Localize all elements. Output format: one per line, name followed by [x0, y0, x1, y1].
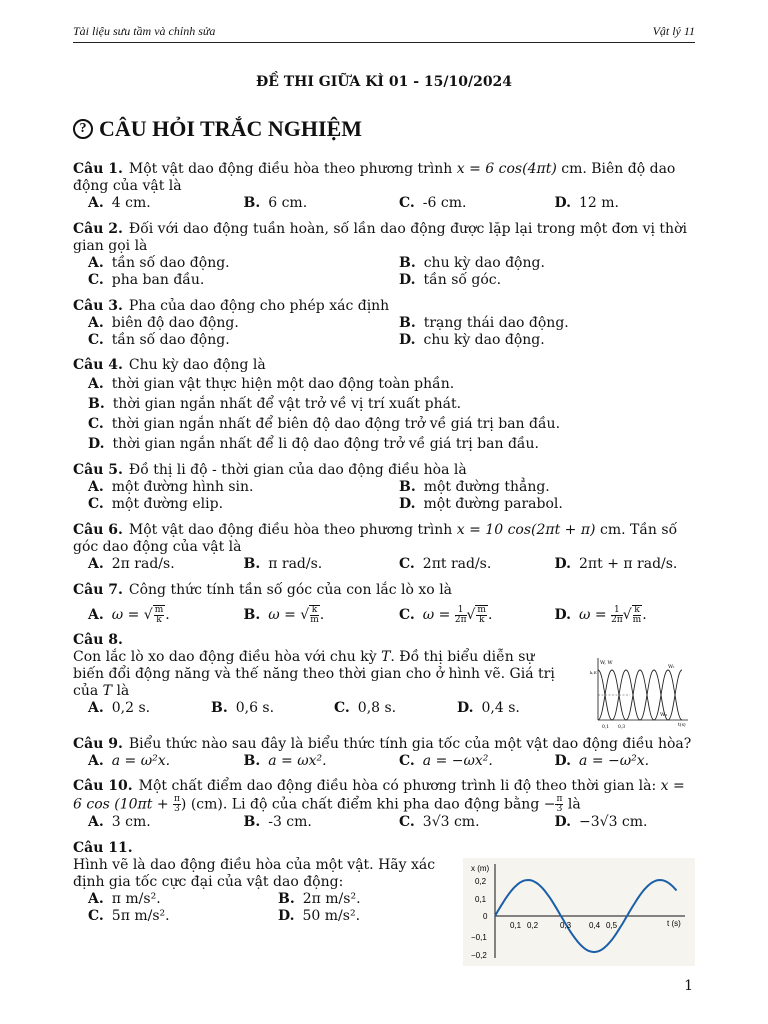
page-header [73, 24, 695, 43]
question-6 [73, 522, 695, 573]
option-b[interactable]: B. 6 cm. [243, 195, 308, 211]
option-a[interactable]: A. một đường hình sin. [88, 479, 254, 495]
question-stem [73, 582, 695, 599]
option-d[interactable]: D. 2πt + π rad/s. [554, 556, 678, 572]
x-tick: 0,3 [560, 921, 572, 930]
y-tick: 0 [483, 912, 488, 921]
question-stem [73, 221, 695, 255]
option-a[interactable]: A. 4 cm. [88, 195, 151, 211]
option-b[interactable]: B. một đường thẳng. [399, 479, 550, 495]
options [73, 255, 695, 272]
header-right: Vật lý 11 [652, 24, 695, 38]
series-label: W₀ [660, 712, 668, 718]
x-tick: 0,2 [527, 921, 539, 930]
y-tick: −0,2 [471, 951, 487, 960]
y-tick: −0,1 [471, 933, 487, 942]
question-stem: Câu 10. Một chất điểm dao động điều hòa có phương trình li độ theo thời gian là: x = 6 cos (10πt + $\frac{\pi}{3}$ ) (cm). Li độ của chất điểm khi pha dao động bằng − $\frac{\pi}{3}$ là [73, 778, 685, 814]
energy-time-graph [590, 654, 692, 730]
option-b[interactable]: B. π rad/s. [243, 556, 323, 572]
axis-label: t(s) [678, 723, 686, 728]
option-b[interactable]: B. 2π m/s². [278, 891, 361, 907]
option-b[interactable]: B. trạng thái dao động. [399, 315, 569, 331]
question-8 [73, 632, 565, 717]
option-d[interactable]: D. thời gian ngắn nhất để li độ dao động trở về giá trị ban đầu. [88, 436, 539, 452]
question-number: Câu 6. [73, 522, 123, 538]
option-c[interactable]: C. -6 cm. [399, 195, 467, 211]
question-text: Hình vẽ là dao động điều hòa của một vật. Hãy xác định gia tốc cực đại của vật dao động: [73, 857, 436, 890]
option-d[interactable]: D. a = −ω²x. [554, 753, 650, 769]
option-c[interactable]: C. pha ban đầu. [88, 272, 205, 288]
option-d[interactable]: D. 0,4 s. [457, 700, 520, 716]
question-number: Câu 8. [73, 632, 123, 648]
question-stem [73, 357, 695, 374]
kinetic-energy-curve [598, 670, 682, 720]
option-c[interactable]: C. 3√3 cm. [399, 814, 480, 830]
question-text: Chu kỳ dao động là [128, 357, 266, 373]
question-text: là [563, 796, 581, 813]
question-number: Câu 11. [73, 840, 133, 856]
options [73, 272, 695, 289]
y-tick: 0,2 [475, 877, 487, 886]
question-text: Con lắc lò xo dao động điều hòa với chu kỳ [73, 649, 382, 665]
question-stem [73, 161, 695, 195]
equation: x = 10 cos(2πt + π) [456, 522, 596, 538]
axis-label: W, W [600, 660, 613, 666]
question-text: Một chất điểm dao động điều hòa có phương trình li độ theo thời gian là: [138, 778, 661, 794]
options [73, 753, 695, 770]
options [73, 414, 695, 434]
option-a[interactable]: A. biên độ dao động. [88, 315, 239, 331]
question-number: Câu 4. [73, 357, 123, 373]
y-axis-label: x (m) [471, 864, 490, 873]
options [73, 195, 695, 212]
question-text: là [112, 683, 130, 699]
question-5 [73, 462, 695, 513]
option-a[interactable]: A. π m/s². [88, 891, 161, 907]
option-d[interactable]: D. −3√3 cm. [554, 814, 648, 830]
options [73, 556, 695, 573]
equation: x = 6 cos(4πt) [456, 161, 557, 177]
question-3 [73, 298, 695, 349]
option-a[interactable]: A. 2π rad/s. [88, 556, 175, 572]
question-1 [73, 161, 695, 212]
options [73, 332, 695, 349]
options [73, 374, 695, 394]
question-text: cm. Tần số góc dao động của vật là [73, 522, 678, 555]
option-b[interactable]: B. a = ωx². [243, 753, 327, 769]
potential-energy-curve [598, 670, 682, 720]
question-mark-icon: ? [73, 119, 93, 139]
tick-label: 0,1 [602, 725, 610, 730]
question-7 [73, 582, 695, 627]
fraction: $\frac{1}{2\pi}$ [454, 604, 467, 625]
option-c[interactable]: C. tần số dao động. [88, 332, 230, 348]
page-number: 1 [684, 978, 693, 994]
question-11 [73, 840, 453, 925]
option-c[interactable]: C. 2πt rad/s. [399, 556, 492, 572]
option-c[interactable]: C. 0,8 s. [334, 700, 397, 716]
option-a[interactable]: A. thời gian vật thực hiện một dao động toàn phần. [88, 376, 455, 392]
options [73, 434, 695, 454]
option-d[interactable]: D. một đường parabol. [399, 496, 563, 512]
question-stem [73, 462, 695, 479]
option-d[interactable]: D. tần số góc. [399, 272, 502, 288]
exam-title: ĐỀ THI GIỮA KÌ 01 - 15/10/2024 [255, 74, 513, 90]
question-number: Câu 10. [73, 778, 133, 794]
question-text: cm. Biên độ dao động của vật là [73, 161, 676, 194]
option-d[interactable]: D. 50 m/s². [278, 908, 361, 924]
question-10 [73, 778, 695, 831]
options [73, 603, 695, 627]
question-9 [73, 736, 695, 770]
option-d[interactable]: D. ω = $\frac{1}{2\pi}$ √ $\frac{k}{m}$ . [554, 604, 647, 625]
option-a[interactable]: A. tần số dao động. [88, 255, 230, 271]
x-tick: 0,1 [510, 921, 522, 930]
question-4 [73, 357, 695, 454]
question-text: . Đồ thị biểu diễn sự biến đổi động năng và thế năng theo thời gian cho ở hình vẽ. Giá trị của [73, 649, 555, 699]
option-c[interactable]: C. thời gian ngắn nhất để biên độ dao động trở về giá trị ban đầu. [88, 416, 561, 432]
question-text: Một vật dao động điều hòa theo phương trình [128, 522, 457, 538]
option-c[interactable]: C. a = −ωx². [399, 753, 493, 769]
fraction: $\frac{k}{m}$ [632, 605, 642, 625]
options [73, 891, 453, 908]
options [73, 908, 453, 925]
option-a[interactable]: A. 0,2 s. [88, 700, 151, 716]
x-axis-label: t (s) [667, 919, 681, 928]
question-stem [73, 298, 695, 315]
options [73, 394, 695, 414]
question-2 [73, 221, 695, 289]
question-number: Câu 7. [73, 582, 123, 598]
fraction: $\frac{m}{k}$ [477, 605, 486, 625]
x-tick: 0,5 [606, 921, 618, 930]
question-stem [73, 736, 695, 753]
options [73, 814, 695, 831]
question-number: Câu 9. [73, 736, 123, 752]
option-c[interactable]: C. 5π m/s². [88, 908, 170, 924]
displacement-time-graph [463, 858, 695, 966]
fraction: $\frac{1}{2\pi}$ [611, 604, 623, 625]
option-d[interactable]: D. chu kỳ dao động. [399, 332, 545, 348]
question-stem: Con lắc lò xo dao động điều hòa với chu kỳ T. Đồ thị biểu diễn sự biến đổi động năng và thế năng theo thời gian cho ở hình vẽ. Giá trị của T là [73, 649, 555, 699]
option-d[interactable]: D. 12 m. [554, 195, 620, 211]
question-text: Công thức tính tần số góc của con lắc lò xo là [128, 582, 453, 598]
question-number: Câu 5. [73, 462, 123, 478]
section-heading [73, 116, 362, 142]
header-left: Tài liệu sưu tầm và chỉnh sửa [73, 24, 216, 38]
option-a[interactable]: A. ω = √ $\frac{m}{k}$ . [88, 605, 170, 625]
option-c[interactable]: C. ω = $\frac{1}{2\pi}$ √ $\frac{m}{k}$ . [399, 604, 493, 625]
question-number: Câu 3. [73, 298, 123, 314]
option-b[interactable]: B. -3 cm. [243, 814, 312, 830]
question-text: Đồ thị li độ - thời gian của dao động điều hòa là [128, 462, 467, 478]
y-tick: 0,1 [475, 895, 487, 904]
option-b[interactable]: B. thời gian ngắn nhất để vật trở về vị trí xuất phát. [88, 396, 462, 412]
question-text: Biểu thức nào sau đây là biểu thức tính gia tốc của một vật dao động điều hòa? [128, 736, 692, 752]
section-title: CÂU HỎI TRẮC NGHIỆM [99, 116, 363, 141]
question-number: Câu 1. [73, 161, 123, 177]
tick-label: k,E [590, 670, 597, 675]
fraction: $\frac{m}{k}$ [154, 605, 164, 625]
question-text: Một vật dao động điều hòa theo phương trình [128, 161, 457, 177]
x-tick: 0,4 [589, 921, 601, 930]
options [73, 479, 695, 496]
option-b[interactable]: B. 0,6 s. [211, 700, 275, 716]
question-text: ) (cm). Li độ của chất điểm khi pha dao động bằng [180, 796, 544, 813]
option-b[interactable]: B. chu kỳ dao động. [399, 255, 545, 271]
option-b[interactable]: B. ω = √ $\frac{k}{m}$ . [243, 605, 325, 625]
options [73, 496, 695, 513]
question-text: Pha của dao động cho phép xác định [128, 298, 390, 314]
option-c[interactable]: C. một đường elip. [88, 496, 224, 512]
fraction: $\frac{k}{m}$ [310, 605, 319, 625]
options [73, 700, 565, 717]
question-text: Đối với dao động tuần hoàn, số lần dao động được lặp lại trong một đơn vị thời gian gọi là [73, 221, 687, 254]
series-label: Wₜ [668, 664, 675, 670]
option-a[interactable]: A. a = ω²x. [88, 753, 171, 769]
fraction: $\frac{\pi}{3}$ [556, 794, 563, 814]
equation: x = 6 cos (10πt + [73, 778, 685, 813]
question-number: Câu 2. [73, 221, 123, 237]
options [73, 315, 695, 332]
fraction: $\frac{\pi}{3}$ [174, 794, 180, 814]
question-stem [73, 522, 695, 556]
tick-label: 0,3 [618, 725, 626, 730]
option-a[interactable]: A. 3 cm. [88, 814, 151, 830]
